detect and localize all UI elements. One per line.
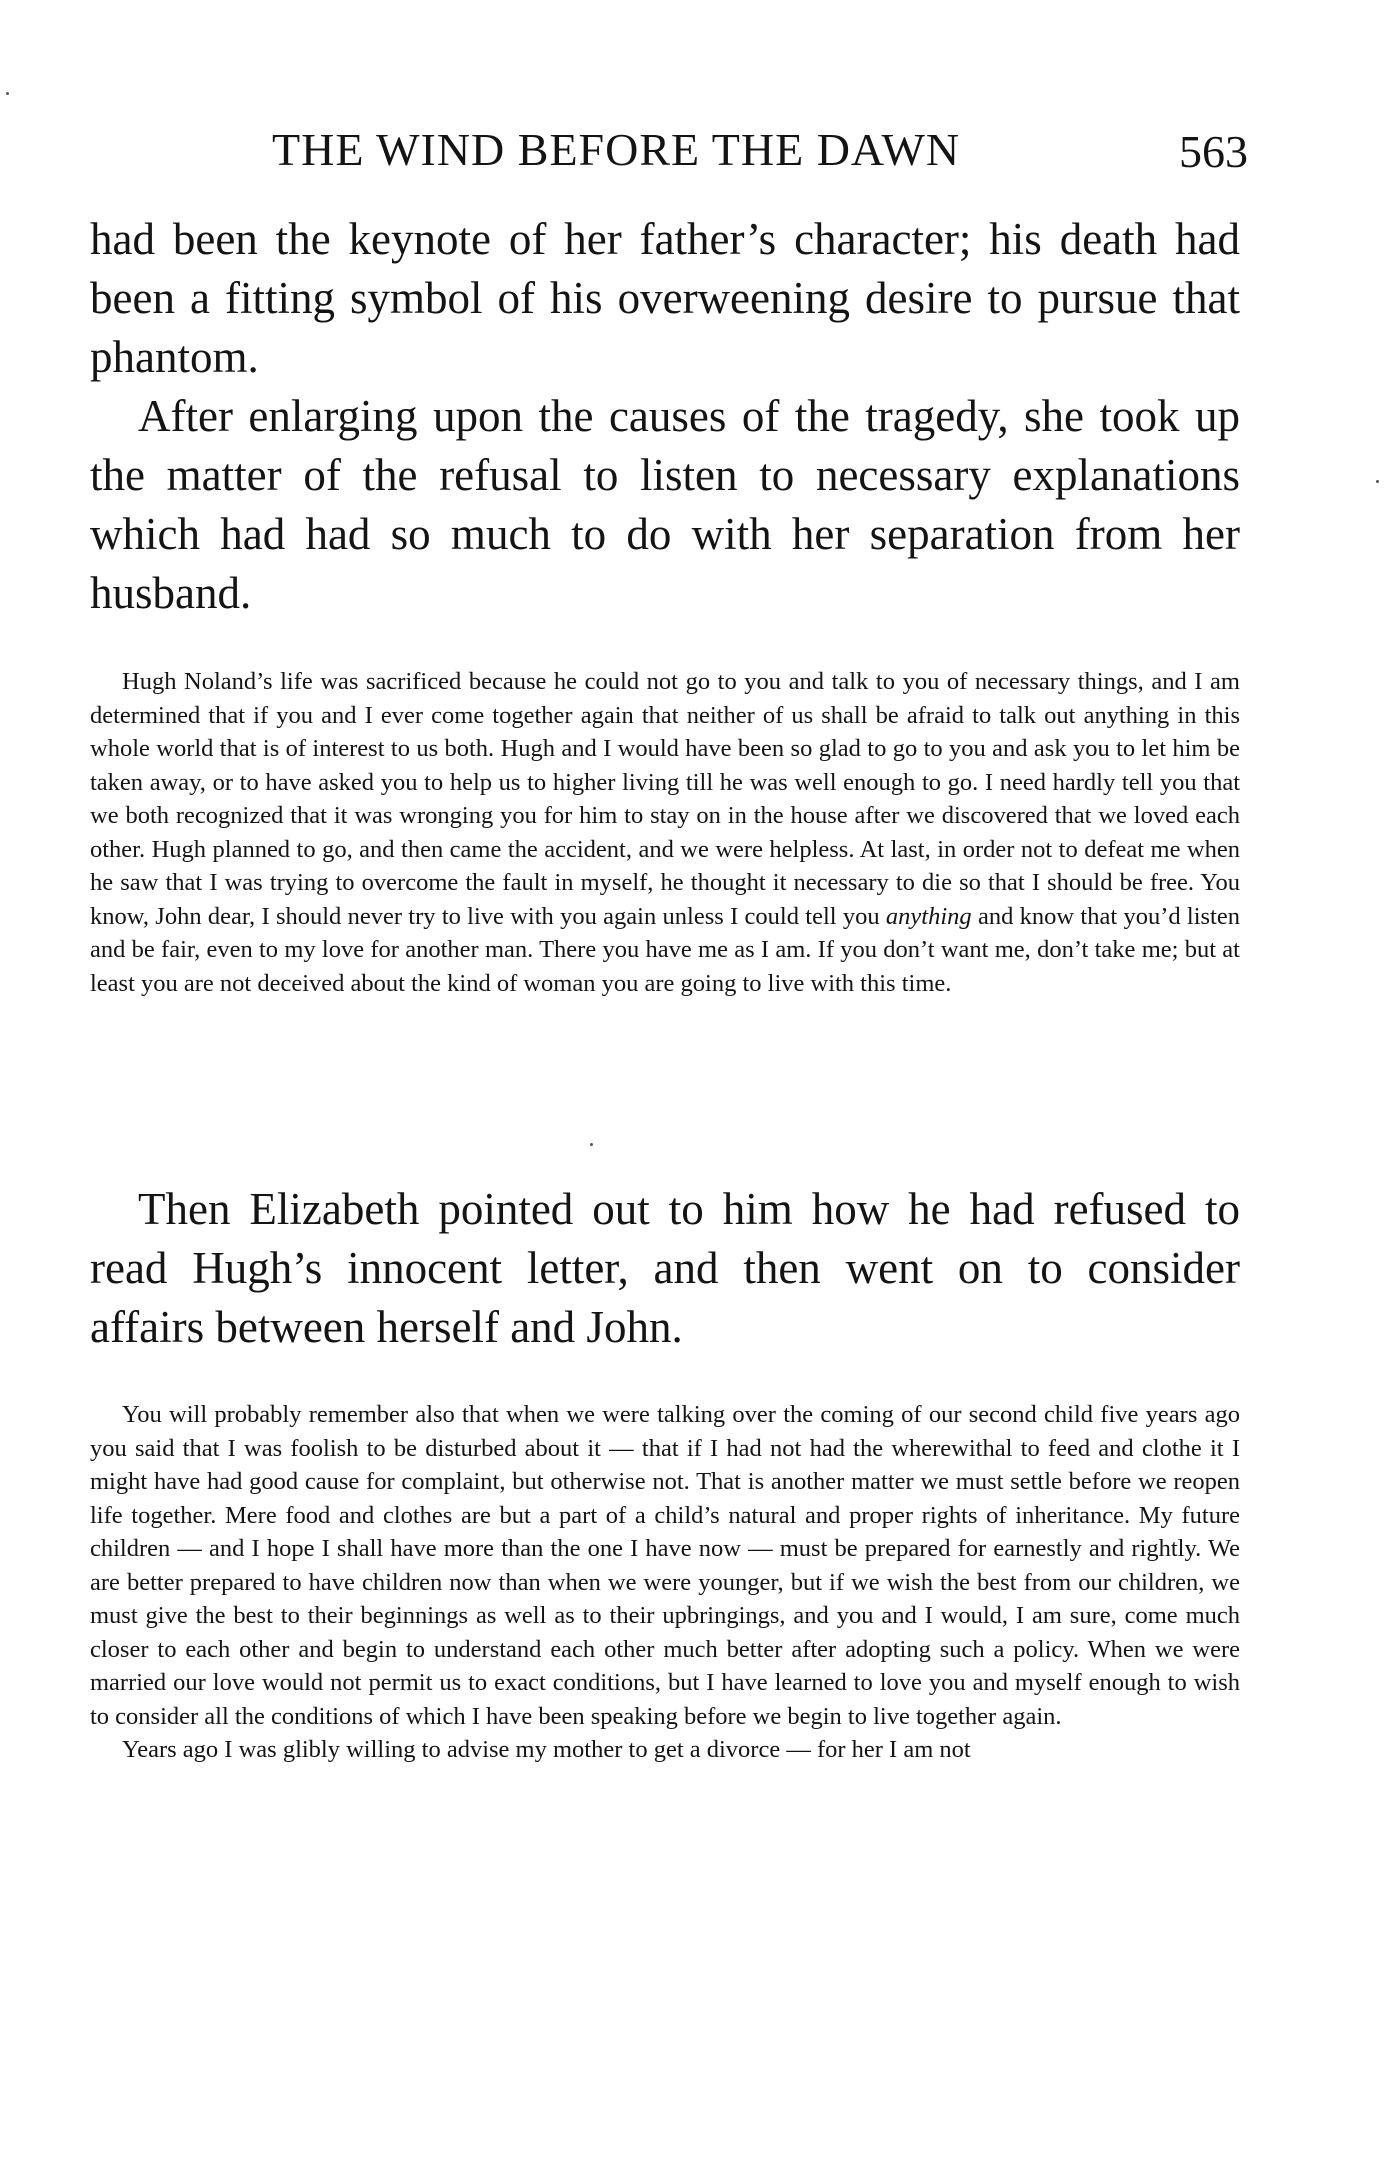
paragraph-continuation: had been the keynote of her father’s character; his death had been a fitting symbol of his overweening desire to pursue that phantom. (90, 214, 1240, 382)
narrative-block-2 (90, 1180, 1240, 1357)
letter-paragraph-children: You will probably remember also that when we were talking over the coming of our second child five years ago you said that I was foolish to be disturbed about it — that if I had not had the wherewithal to feed and clothe it I might have had good cause for complaint, but otherwise not. That is another matter we must settle before we reopen life together. Mere food and clothes are but a part of a child’s natural and proper rights of inheritance. My future children — and I hope I shall have more than the one I have now — must be prepared for earnestly and rightly. We are better prepared to have children now than when we were younger, but if we wish the best from our children, we must give the best to their beginnings as well as to their upbringings, and you and I would, I am sure, come much closer to each other and begin to understand each other much better after adopting such a policy. When we were married our love would not permit us to exact conditions, but I have learned to love you and myself enough to wish to consider all the conditions of which I have been speaking before we begin to live together again. (90, 1401, 1240, 1730)
letter-text-italic: anything (885, 902, 972, 930)
letter-paragraph-divorce: Years ago I was glibly willing to advise my mother to get a divorce — for her I am not (122, 1736, 971, 1763)
letter-text-part-1: Hugh Noland’s life was sacrificed because he could not go to you and talk to you of necessary things, and I am determined that if you and I ever come together again that neither of us shall be afraid to talk out anything in this whole world that is of interest to us both. Hugh and I would have been so glad to go to you and ask you to let him be taken away, or to have asked you to help us to higher living till he was well enough to go. I need hardly tell you that we both recognized that it was wronging you for him to stay on in the house after we discovered that we loved each other. Hugh planned to go, and then came the accident, and we were helpless. At last, in order not to defeat me when he saw that I was trying to overcome the fault in myself, he thought it necessary to die so that I should be free. You know, John dear, I should never try to live with you again unless I could tell you (90, 668, 1240, 930)
narrative-block-1 (90, 210, 1240, 623)
running-title: THE WIND BEFORE THE DAWN (272, 124, 961, 175)
scan-speck (6, 92, 9, 95)
paragraph-elizabeth: Then Elizabeth pointed out to him how he had refused to read Hugh’s innocent letter, and then went on to consider affairs between herself and John. (90, 1184, 1240, 1352)
page-number: 563 (1179, 126, 1248, 177)
paragraph-after-enlarging: After enlarging upon the causes of the tragedy, she took up the matter of the refusal to listen to necessary explanations which had had so much to do with her separation from her husband. (90, 391, 1240, 618)
scan-speck (590, 1143, 593, 1146)
letter-excerpt-2 (90, 1398, 1240, 1767)
running-head (90, 120, 1248, 180)
letter-text-part-2: and know that you’d listen and be fair, even to my love for another man. There you have me as I am. If you don’t want me, don’t take me; but at least you are not deceived about the kind of woman you are going to live with this time. (90, 902, 1240, 997)
letter-paragraph-hugh (90, 665, 1240, 1000)
scan-speck (1376, 480, 1379, 483)
letter-excerpt-1 (90, 665, 1240, 1000)
